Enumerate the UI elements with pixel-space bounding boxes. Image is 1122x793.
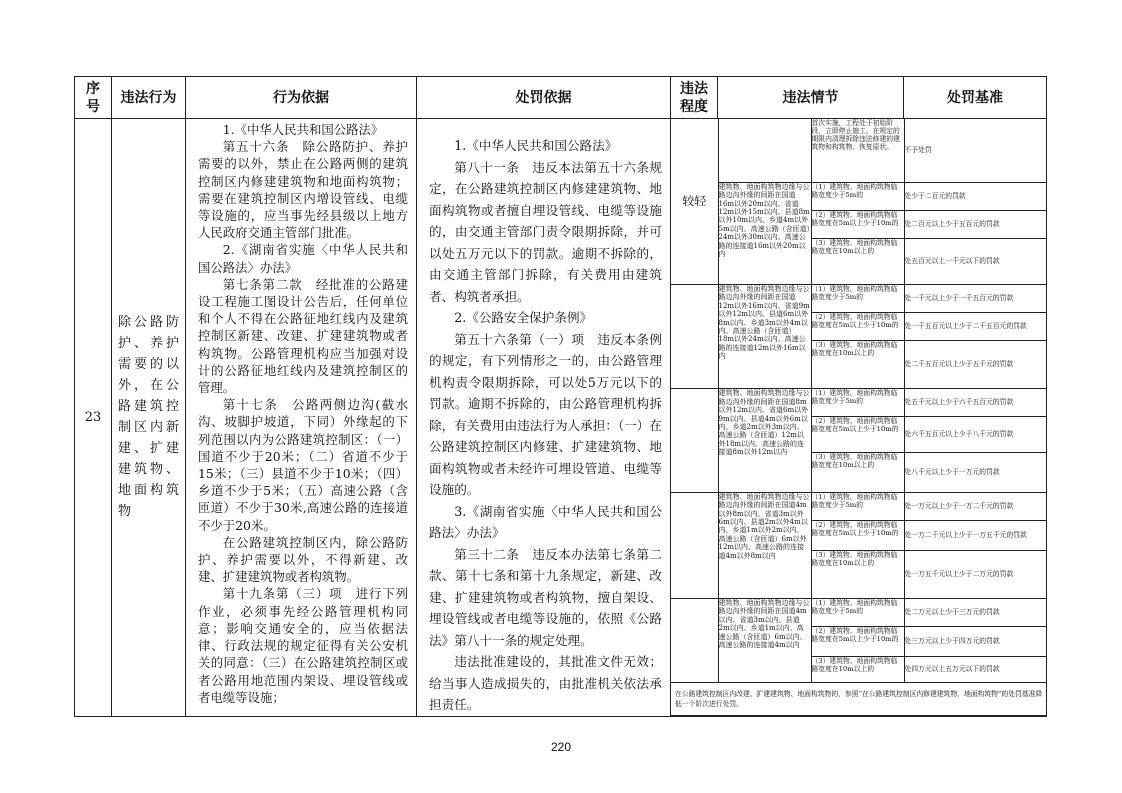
penalty-standard: 处八千元以上少于一万元的罚款 bbox=[904, 452, 1047, 492]
basis-para: 第五十六条 除公路防护、养护需要的以外，禁止在公路两侧的建筑控制区内修建建筑物和地面构筑物；需要在建筑控制区内增设管线、电缆等设施的，应当事先经县级以上地方人民政府交通主管部门批准。 bbox=[198, 139, 408, 241]
penalty-standard: 处一万五千元以上少于二万元的罚款 bbox=[904, 550, 1047, 598]
width-condition: （3）建筑物、地面构筑物临路宽度在10m以上的 bbox=[811, 452, 904, 492]
penalty-standard: 处一千五百元以上少于二千五百元的罚款 bbox=[904, 313, 1047, 341]
penalty-standard: 处四万元以上五万元以下的罚款 bbox=[904, 657, 1047, 683]
behavior-basis bbox=[186, 119, 417, 717]
width-condition: （3）建筑物、地面构筑物临路宽度在10m以上的 bbox=[811, 657, 904, 683]
width-condition: （3）建筑物、地面构筑物临路宽度在10m以上的 bbox=[811, 238, 904, 284]
circumstance-grid bbox=[671, 119, 1047, 717]
penalty-table bbox=[74, 76, 1047, 717]
punish-para: 第八十一条 违反本法第五十六条规定，在公路建筑控制区内修建建筑物、地面构筑物或者擅自埋设管线、电缆等设施的，由交通主管部门责令限期拆除，并可以处五万元以下的罚款。逾期不拆除的，由交通主管部门拆除，有关费用由建筑者、构筑者承担。 bbox=[429, 159, 662, 304]
distance-condition: 建筑物、地面构筑物边缘与公路边沟外缘的间距在国道16m以外20m以内、省道12m以外15m以内、县道8m以外10m以内、乡道4m以外5m以内、高速公路（含匝道）24m以外30m以内、高速公路的连接道16m以外20m以内 bbox=[718, 182, 811, 284]
header-basis: 行为依据 bbox=[186, 77, 417, 119]
width-condition: （2）建筑物、地面构筑物临路宽度在5m以上少于10m的 bbox=[811, 417, 904, 452]
page-number: 220 bbox=[550, 740, 572, 754]
width-condition: （1）建筑物、地面构筑物临路宽度少于5m的 bbox=[811, 599, 904, 627]
header-circ: 违法情节 bbox=[718, 77, 904, 119]
punish-para: 3.《湖南省实施〈中华人民共和国公路法〉办法》 bbox=[429, 503, 662, 540]
width-condition: （2）建筑物、地面构筑物临路宽度在5m以上少于10m的 bbox=[811, 627, 904, 657]
width-condition: （2）建筑物、地面构筑物临路宽度在5m以上少于10m的 bbox=[811, 520, 904, 550]
penalty-standard: 处一万二千元以上少于一万五千元的罚款 bbox=[904, 520, 1047, 550]
penalty-standard: 处五百元以上一千元以下的罚款 bbox=[904, 238, 1047, 284]
width-condition: （3）建筑物、地面构筑物临路宽度在10m以上的 bbox=[811, 550, 904, 598]
header-no: 序号 bbox=[75, 77, 112, 119]
penalty-standard: 处二万元以上少于三万元的罚款 bbox=[904, 599, 1047, 627]
footnote: 在公路建筑控制区内改建、扩建建筑物、地面构筑物的，参照“在公路建筑控制区内修建建筑物、地面构筑物”的处罚基准降低一个阶次进行处罚。 bbox=[671, 683, 1047, 715]
width-condition: （2）建筑物、地面构筑物临路宽度在5m以上少于10m的 bbox=[811, 210, 904, 238]
penalty-standard: 处三万元以上少于四万元的罚款 bbox=[904, 627, 1047, 657]
width-condition: （1）建筑物、地面构筑物临路宽度少于5m的 bbox=[811, 285, 904, 313]
basis-para: 2.《湖南省实施〈中华人民共和国公路法〉办法》 bbox=[198, 242, 408, 275]
distance-condition: 建筑物、地面构筑物边缘与公路边沟外缘的间距在国道4m以内、省道3m以内、县道2m以内、乡道1m以内、高速公路（含匝道）6m以内、高速公路的连接道4m以内 bbox=[718, 599, 811, 683]
header-act: 违法行为 bbox=[112, 77, 186, 119]
penalty-standard: 处少于二百元的罚款 bbox=[904, 182, 1047, 210]
width-condition: （1）建筑物、地面构筑物临路宽度少于5m的 bbox=[811, 389, 904, 417]
basis-para: 1.《中华人民共和国公路法》 bbox=[222, 122, 384, 137]
basis-para: 第七条第二款 经批准的公路建设工程施工图设计公告后，任何单位和个人不得在公路征地红线内及建筑控制区新建、改建、扩建建筑物或者构筑物。公路管理机构应当加强对设计的公路征地红线内及建筑控制区的管理。 bbox=[198, 276, 408, 396]
exempt-circumstance: 首次实施，工程处于初始阶段，立即停止施工，在规定的期限内清理拆除违法修建的建筑物和构筑物、恢复原状。 bbox=[811, 119, 904, 182]
penalty-standard: 处一万元以上少于一万二千元的罚款 bbox=[904, 492, 1047, 520]
punish-para: 第三十二条 违反本办法第七条第二款、第十七条和第十九条规定，新建、改建、扩建建筑物或者构筑物，擅自架设、埋设管线或者电缆等设施的，依照《公路法》第八十一条的规定处理。 bbox=[429, 546, 662, 648]
punish-para: 2.《公路安全保护条例》 bbox=[454, 310, 593, 325]
penalty-standard: 处二百元以上少于五百元的罚款 bbox=[904, 210, 1047, 238]
penalty-standard: 处一千元以上少于一千五百元的罚款 bbox=[904, 285, 1047, 313]
punish-para: 第五十六条第（一）项 违反本条例的规定，有下列情形之一的，由公路管理机构责令限期拆除，可以处5万元以下的罚款。逾期不拆除的，由公路管理机构拆除，有关费用由违法行为人承担：（一）在公路建筑控制区内修建、扩建建筑物、地面构筑物或者未经许可埋设管道、电缆等设施的。 bbox=[429, 331, 662, 497]
row-number: 23 bbox=[75, 119, 112, 717]
distance-condition: 建筑物、地面构筑物边缘与公路边沟外缘的间距在国道4m以外8m以内、省道3m以外6m以内、县道2m以外4m以内、乡道1m以外2m以内、高速公路（含匝道）6m以外12m以内、高速公路的连接道4m以外8m以内 bbox=[718, 492, 811, 598]
width-condition: （3）建筑物、地面构筑物临路宽度在10m以上的 bbox=[811, 341, 904, 389]
distance-condition: 建筑物、地面构筑物边缘与公路边沟外缘的间距在国道8m以外12m以内、省道6m以外9m以内、县道4m以外6m以内、乡道2m以外3m以内、高速公路（含匝道）12m以外18m以内、高速公路的连接道8m以外12m以内 bbox=[718, 389, 811, 492]
punish-para: 违法批准建设的，其批准文件无效；给当事人造成损失的，由批准机关依法承担责任。 bbox=[429, 654, 662, 712]
penalty-standard: 处六千五百元以上少于八千元的罚款 bbox=[904, 417, 1047, 452]
penalty-standard: 处二千五百元以上少于五千元的罚款 bbox=[904, 341, 1047, 389]
penalty-standard: 处五千元以上少于六千五百元的罚款 bbox=[904, 389, 1047, 417]
width-condition: （2）建筑物、地面构筑物临路宽度在5m以上少于10m的 bbox=[811, 313, 904, 341]
header-punish: 处罚依据 bbox=[417, 77, 671, 119]
penalty-basis bbox=[417, 119, 671, 717]
width-condition: （1）建筑物、地面构筑物临路宽度少于5m的 bbox=[811, 492, 904, 520]
basis-para: 第十九条第（三）项 进行下列作业，必须事先经公路管理机构同意；影响交通安全的，应当依据法律、行政法规的规定征得有关公安机关的同意：（三）在公路建筑控制区或者公路用地范围内架设、埋设管线或者电缆等设施； bbox=[198, 586, 408, 705]
width-condition: （1）建筑物、地面构筑物临路宽度少于5m的 bbox=[811, 182, 904, 210]
header-degree: 违法程度 bbox=[671, 77, 718, 119]
basis-para: 第十七条 公路两侧边沟(截水沟、坡脚护坡道，下同）外缘起的下列范围以内为公路建筑控制区：（一）国道不少于20米；（二）省道不少于15米；（三）县道不少于10米；（四）乡道不少于5米；（五）高速公路（含匝道）不少于30米,高速公路的连接道不少于20米。 bbox=[198, 397, 408, 533]
header-std: 处罚基准 bbox=[904, 77, 1047, 119]
basis-para: 在公路建筑控制区内，除公路防护、养护需要以外，不得新建、改建、扩建建筑物或者构筑物。 bbox=[198, 534, 408, 585]
degree-light: 较轻 bbox=[671, 119, 718, 285]
distance-condition: 建筑物、地面构筑物边缘与公路边沟外缘的间距在国道12m以外16m以内、省道9m以外12m以内、县道6m以外8m以内、乡道3m以外4m以内、高速公路（含匝道）18m以外24m以内、高速公路的连接道12m以外16m以内 bbox=[718, 285, 811, 389]
violation-act: 除公路防护、养护需要的以外，在公路建筑控制区内新建、扩建建筑物、地面构筑物 bbox=[112, 119, 186, 717]
punish-para: 1.《中华人民共和国公路法》 bbox=[454, 138, 618, 153]
exempt-standard: 不予处罚 bbox=[904, 119, 1047, 182]
